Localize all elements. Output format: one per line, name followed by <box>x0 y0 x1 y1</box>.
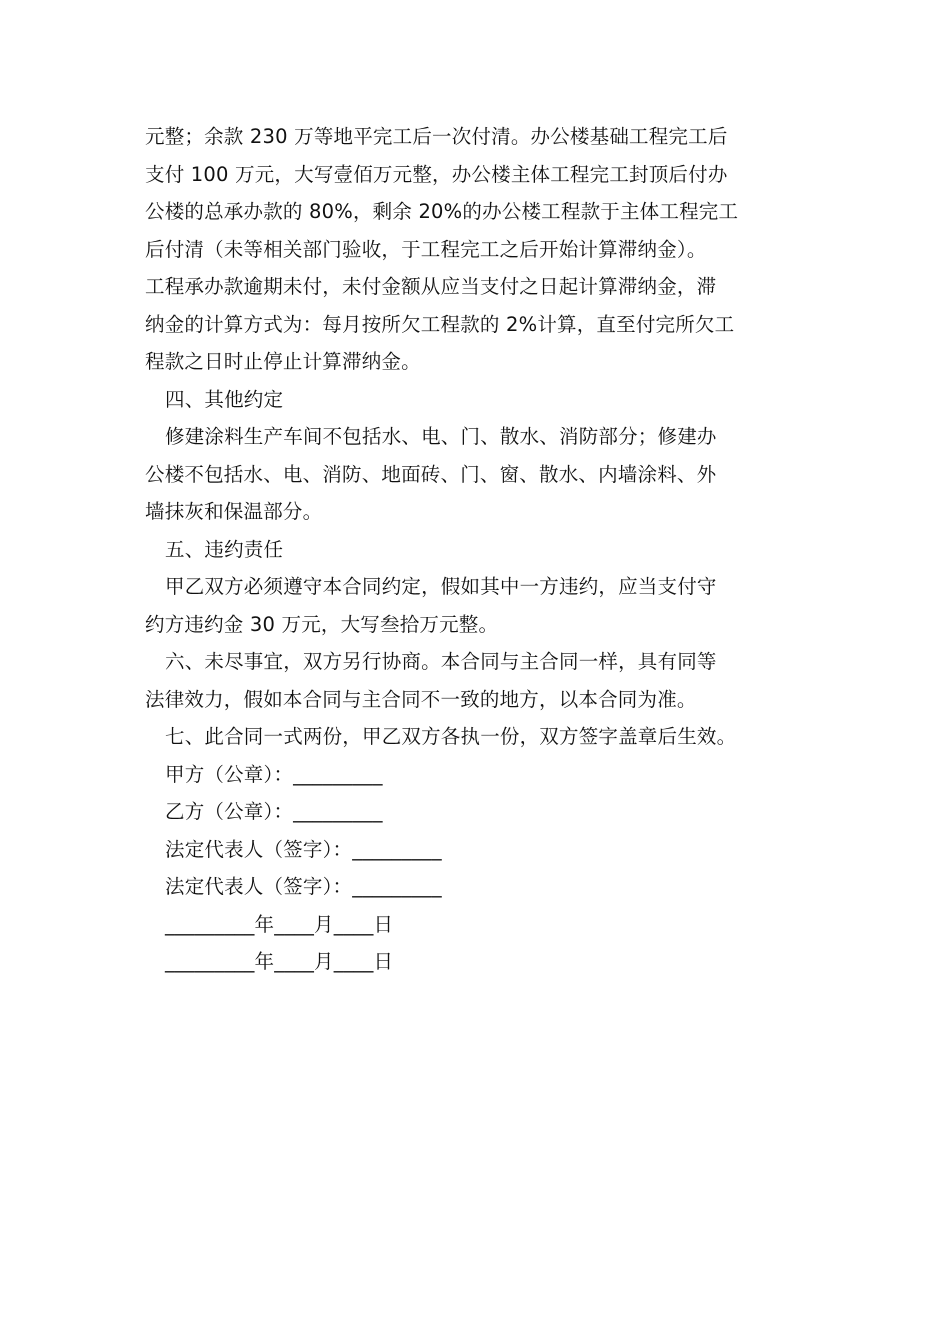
legal-rep-signature-field: 法定代表人（签字）：_________ <box>165 875 442 898</box>
date-field: _________年____月____日 <box>165 950 394 973</box>
party-a-seal-field: 甲方（公章）：_________ <box>165 762 383 786</box>
payment-terms-line: 支付 100 万元，大写壹佰万元整，办公楼主体工程完工封顶后付办 <box>145 162 728 186</box>
legal-rep-signature-field: 法定代表人（签字）：_________ <box>165 837 442 861</box>
payment-terms-line: 纳金的计算方式为：每月按所欠工程款的 2%计算，直至付完所欠工 <box>145 312 735 336</box>
section-5-heading: 五、违约责任 <box>165 537 284 561</box>
section-5-line: 约方违约金 30 万元，大写叁拾万元整。 <box>145 612 499 636</box>
section-6-line: 六、未尽事宜，双方另行协商。本合同与主合同一样，具有同等 <box>165 650 717 673</box>
section-5-line: 甲乙双方必须遵守本合同约定，假如其中一方违约，应当支付守 <box>165 575 717 598</box>
section-6-line: 法律效力，假如本合同与主合同不一致的地方，以本合同为准。 <box>145 687 697 711</box>
section-4-heading: 四、其他约定 <box>165 387 284 411</box>
section-7-line: 七、此合同一式两份，甲乙双方各执一份，双方签字盖章后生效。 <box>165 725 737 748</box>
payment-terms-line: 公楼的总承办款的 80%，剩余 20%的办公楼工程款于主体工程完工 <box>145 200 739 223</box>
section-4-line: 修建涂料生产车间不包括水、电、门、散水、消防部分；修建办 <box>165 425 717 448</box>
payment-terms-line: 程款之日时止停止计算滞纳金。 <box>145 350 421 373</box>
party-b-seal-field: 乙方（公章）：_________ <box>165 800 383 823</box>
date-field: _________年____月____日 <box>165 912 394 936</box>
document-body <box>145 118 810 981</box>
section-4-line: 墙抹灰和保温部分。 <box>145 500 323 523</box>
payment-terms-line: 后付清（未等相关部门验收，于工程完工之后开始计算滞纳金）。 <box>145 237 707 261</box>
section-4-line: 公楼不包括水、电、消防、地面砖、门、窗、散水、内墙涂料、外 <box>145 462 717 486</box>
payment-terms-line: 元整；余款 230 万等地平完工后一次付清。办公楼基础工程完工后 <box>145 125 728 148</box>
payment-terms-line: 工程承办款逾期未付，未付金额从应当支付之日起计算滞纳金，滞 <box>145 275 717 298</box>
